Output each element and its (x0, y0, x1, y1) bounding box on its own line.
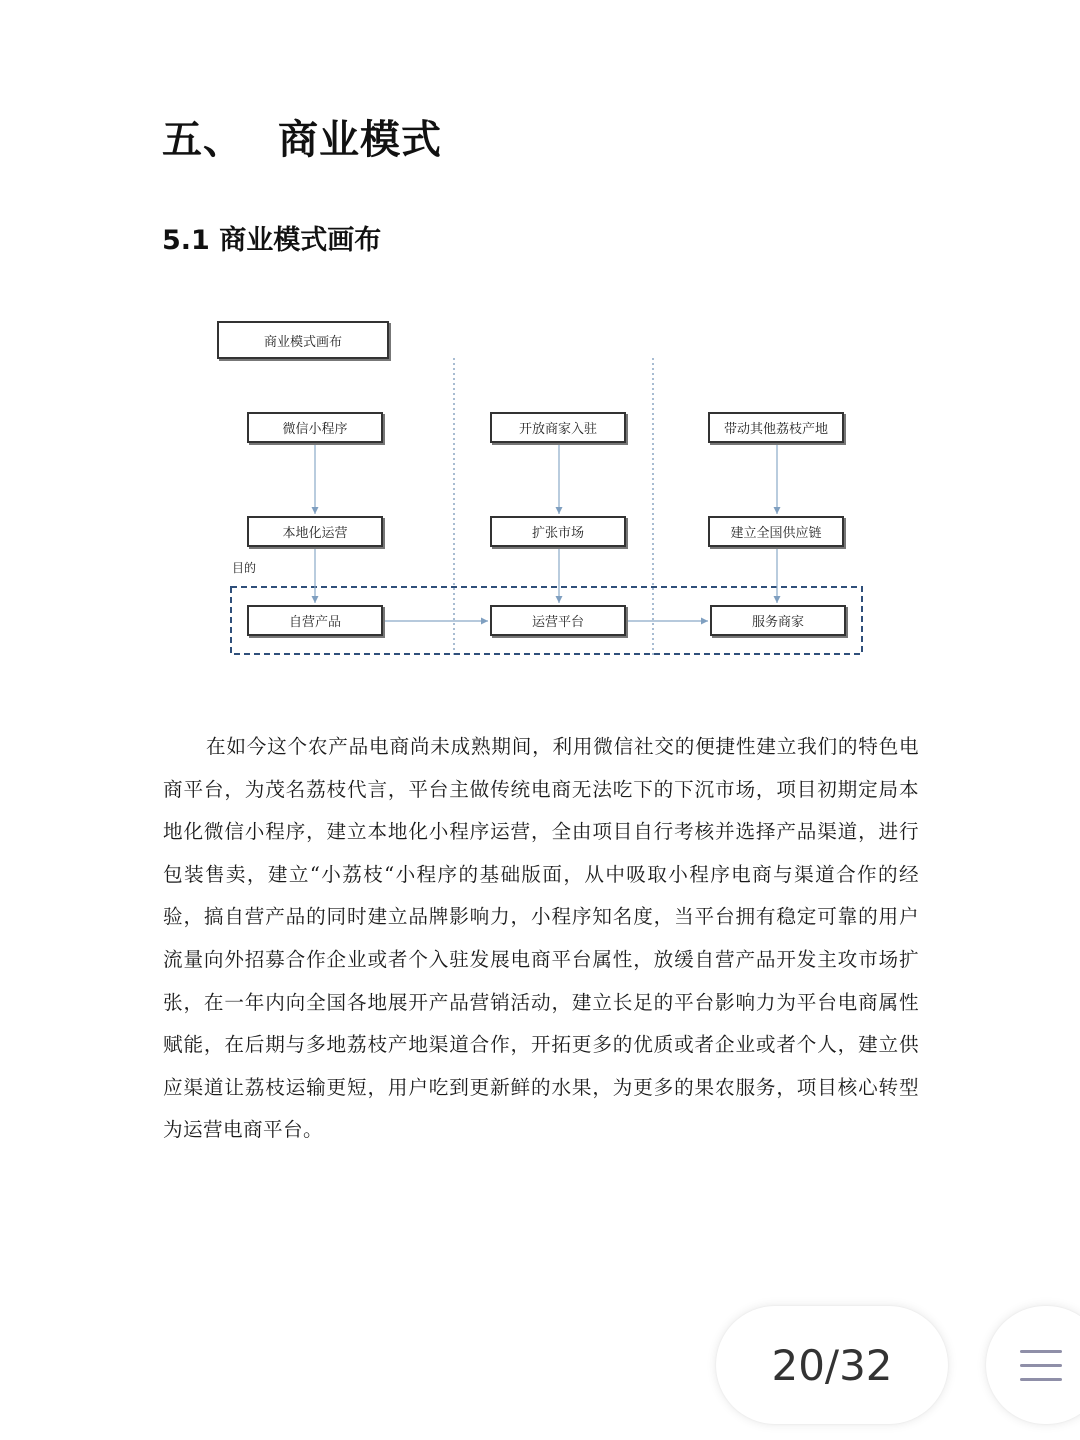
business-model-diagram (0, 0, 1080, 700)
diagram-box-other-origins: 带动其他荔枝产地 (708, 412, 844, 443)
subsection-heading: 5.1 商业模式画布 (162, 225, 382, 256)
diagram-box-open-merchants: 开放商家入驻 (490, 412, 626, 443)
diagram-box-operate-platform: 运营平台 (490, 605, 626, 636)
diagram-box-local-operation: 本地化运营 (247, 516, 383, 547)
diagram-box-self-products: 自营产品 (247, 605, 383, 636)
body-paragraph: 在如今这个农产品电商尚未成熟期间，利用微信社交的便捷性建立我们的特色电商平台，为茂名荔枝代言，平台主做传统电商无法吃下的下沉市场，项目初期定局本地化微信小程序，建立本地化小程序运营，全由项目自行考核并选择产品渠道，进行包装售卖，建立“小荔枝“小程序的基础版面，从中吸取小程序电商与渠道合作的经验，搞自营产品的同时建立品牌影响力，小程序知名度，当平台拥有稳定可靠的用户流量向外招募合作企业或者个入驻发展电商平台属性，放缓自营产品开发主攻市场扩张，在一年内向全国各地展开产品营销活动，建立长足的平台影响力为平台电商属性赋能，在后期与多地荔枝产地渠道合作，开拓更多的优质或者企业或者个人，建立供应渠道让荔枝运输更短，用户吃到更新鲜的水果，为更多的果农服务，项目核心转型为运营电商平台。 (163, 735, 919, 1142)
diagram-box-mini-program: 微信小程序 (247, 412, 383, 443)
menu-button[interactable] (986, 1306, 1080, 1424)
page-indicator-button[interactable]: 20/32 (716, 1306, 948, 1424)
diagram-box-national-supply: 建立全国供应链 (708, 516, 844, 547)
purpose-label: 目的 (232, 561, 257, 575)
diagram-box-serve-merchants: 服务商家 (710, 605, 846, 636)
diagram-root-box: 商业模式画布 (217, 321, 389, 359)
diagram-box-expand-market: 扩张市场 (490, 516, 626, 547)
section-number: 五、 (162, 117, 244, 163)
diagram-lines (0, 0, 1080, 700)
menu-icon (1020, 1350, 1062, 1392)
section-title: 商业模式 (278, 117, 442, 163)
